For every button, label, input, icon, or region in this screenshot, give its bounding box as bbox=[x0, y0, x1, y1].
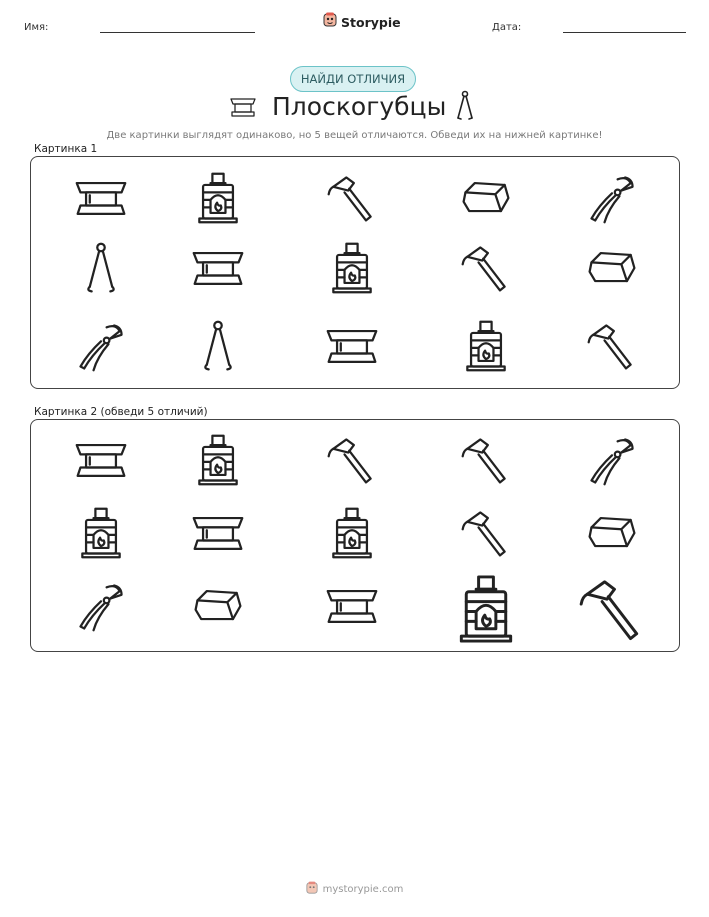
hammer-icon[interactable] bbox=[575, 572, 649, 646]
stone-icon[interactable] bbox=[458, 170, 514, 226]
anvil-icon[interactable] bbox=[190, 240, 246, 296]
find-differences-badge: НАЙДИ ОТЛИЧИЯ bbox=[290, 66, 416, 92]
footer bbox=[0, 881, 709, 898]
anvil-icon[interactable] bbox=[324, 318, 380, 374]
stone-icon[interactable] bbox=[584, 240, 640, 296]
hammer-icon[interactable] bbox=[324, 170, 380, 226]
forge-icon[interactable] bbox=[324, 505, 380, 561]
date-line[interactable] bbox=[563, 32, 686, 33]
forge-icon[interactable] bbox=[73, 505, 129, 561]
hammer-icon[interactable] bbox=[324, 432, 380, 488]
pliers-icon[interactable] bbox=[584, 170, 640, 226]
storypie-mascot-icon bbox=[323, 12, 337, 32]
anvil-icon[interactable] bbox=[73, 170, 129, 226]
forge-icon[interactable] bbox=[190, 170, 246, 226]
picture1-label: Картинка 1 bbox=[34, 143, 98, 155]
brand-logo bbox=[323, 12, 401, 32]
brand-name: Storypie bbox=[341, 14, 401, 30]
pliers-icon[interactable] bbox=[73, 578, 129, 634]
stone-icon[interactable] bbox=[190, 578, 246, 634]
tongs-icon bbox=[455, 90, 475, 122]
tongs-icon[interactable] bbox=[73, 240, 129, 296]
stone-icon[interactable] bbox=[584, 505, 640, 561]
forge-icon[interactable] bbox=[190, 432, 246, 488]
anvil-icon[interactable] bbox=[73, 432, 129, 488]
date-label: Дата: bbox=[492, 22, 522, 33]
hammer-icon[interactable] bbox=[458, 240, 514, 296]
page-title: Плоскогубцы bbox=[272, 92, 447, 121]
storypie-mascot-icon bbox=[306, 881, 318, 898]
footer-site: mystorypie.com bbox=[322, 884, 404, 895]
hammer-icon[interactable] bbox=[458, 432, 514, 488]
pliers-icon[interactable] bbox=[584, 432, 640, 488]
forge-icon[interactable] bbox=[324, 240, 380, 296]
anvil-icon bbox=[228, 95, 258, 119]
tongs-icon[interactable] bbox=[190, 318, 246, 374]
pliers-icon[interactable] bbox=[73, 318, 129, 374]
anvil-icon[interactable] bbox=[190, 505, 246, 561]
hammer-icon[interactable] bbox=[458, 505, 514, 561]
anvil-icon[interactable] bbox=[324, 578, 380, 634]
forge-icon[interactable] bbox=[458, 318, 514, 374]
instructions: Две картинки выглядят одинаково, но 5 вещей отличаются. Обведи их на нижней картинке! bbox=[106, 130, 603, 141]
name-label: Имя: bbox=[24, 22, 49, 33]
name-line[interactable] bbox=[100, 32, 255, 33]
hammer-icon[interactable] bbox=[584, 318, 640, 374]
picture2-label: Картинка 2 (обведи 5 отличий) bbox=[34, 406, 208, 418]
forge-icon[interactable] bbox=[449, 572, 523, 646]
